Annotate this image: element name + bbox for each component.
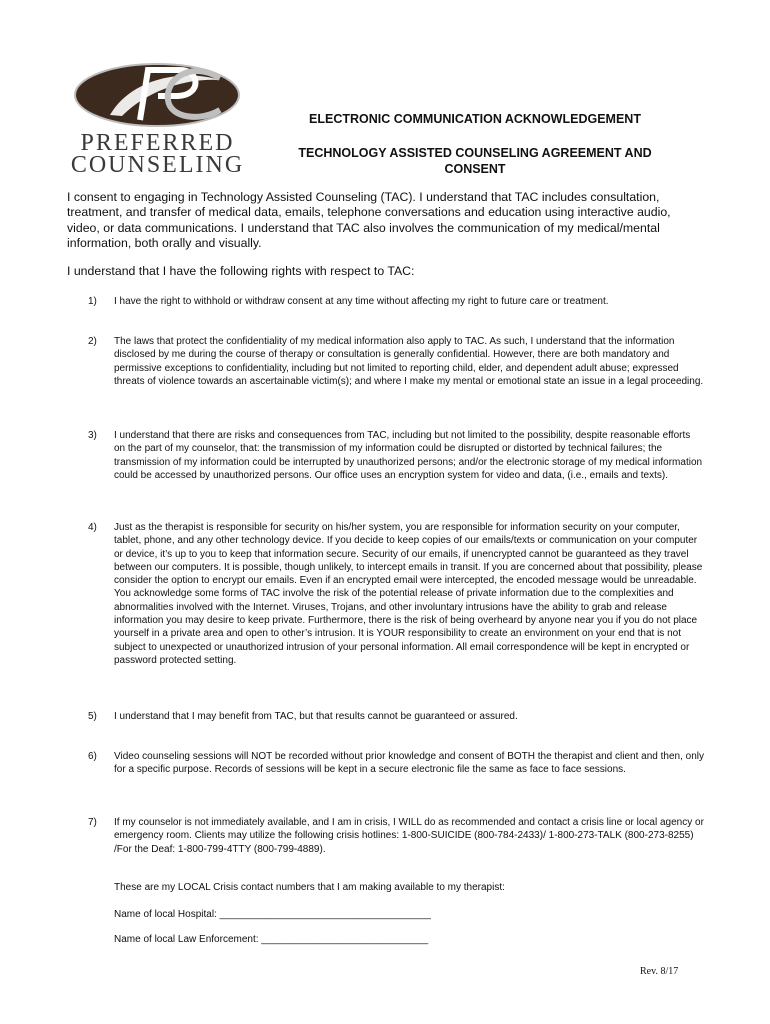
- item-number: 7): [88, 817, 97, 828]
- item-number: 3): [88, 430, 97, 441]
- local-law-enforcement-field[interactable]: Name of local Law Enforcement: ______________________________: [114, 934, 429, 945]
- item-number: 4): [88, 522, 97, 533]
- item-number: 6): [88, 751, 97, 762]
- item-text: If my counselor is not immediately available, and I am in crisis, I WILL do as recommended and contact a crisis line or local agency or emergency room. Clients may utilize the following crisis hotlines: 1-800-SUICIDE (800-784-2433)/ 1-800-273-TALK (800-273-8255) /For the Deaf: 1-800-799-4TTY (800-799-4889).: [114, 817, 704, 855]
- local-hospital-field[interactable]: Name of local Hospital: ______________________________________: [114, 909, 431, 920]
- revision-label: Rev. 8/17: [640, 966, 679, 977]
- item-number: 5): [88, 711, 97, 722]
- logo-mark-icon: [70, 60, 245, 130]
- item-text: Just as the therapist is responsible for security on his/her system, you are responsible for information security on your computer, tablet, phone, and any other technology device. If you decide to keep copies of our emails/texts or communication on your computer or device, it’s up to you to keep that information secure. Security of our emails, if unencrypted cannot be guaranteed as they travel between our computers. It is possible, though unlikely, to intercept emails in transit. If you are concerned about that possibility, please consider the option to encrypt our emails. Even if an encrypted email were intercepted, the encoded message would be unreadable. You acknowledge some forms of TAC involve the risk of the potential release of private information due to the complexities and abnormalities involved with the Internet. Viruses, Trojans, and other involuntary intrusions have the ability to grab and release information you may desire to keep private. Furthermore, there is the risk of being overheard by anyone near you if you do not place yourself in a private area and open to other’s intrusion. It is YOUR responsibility to create an environment on your end that is not subject to unexpected or unauthorized intrusion of your personal information. All email correspondence will be kept in encrypted or password protected setting.: [114, 522, 703, 666]
- document-title: ELECTRONIC COMMUNICATION ACKNOWLEDGEMENT: [309, 112, 641, 126]
- item-number: 1): [88, 296, 97, 307]
- item-text: Video counseling sessions will NOT be recorded without prior knowledge and consent of BOTH the therapist and client and then, only for a specific purpose. Records of sessions will be kept in a secure electronic file the same as face to face sessions.: [114, 751, 704, 776]
- item-text: I have the right to withhold or withdraw consent at any time without affecting my right to future care or treatment.: [114, 296, 609, 307]
- item-text: I understand that I may benefit from TAC, but that results cannot be guaranteed or assured.: [114, 711, 518, 722]
- logo: [70, 60, 245, 178]
- document-subtitle: TECHNOLOGY ASSISTED COUNSELING AGREEMENT AND CONSENT: [298, 146, 652, 176]
- item-text: I understand that there are risks and consequences from TAC, including but not limited to the possibility, despite reasonable efforts on the part of my counselor, that: the transmission of my information could be disrupted or distorted by technical failures; the transmission of my information could be interrupted by unauthorized persons; and/or the electronic storage of my medical information could be accessed by unauthorized persons. Our office uses an encryption system for video and data, (i.e., emails and texts).: [114, 430, 703, 481]
- item-number: 2): [88, 336, 97, 347]
- item-text: The laws that protect the confidentiality of my medical information also apply to TAC. As such, I understand that the information disclosed by me during the course of therapy or consultation is generally confidential. However, there are both mandatory and permissive exceptions to confidentiality, including but not limited to reporting child, elder, and dependent adult abuse; expressed threats of violence towards an ascertainable victim(s); and where I make my mental or emotional state an issue in a legal proceeding.: [114, 336, 704, 387]
- rights-intro: I understand that I have the following rights with respect to TAC:: [67, 264, 415, 278]
- logo-text-counseling: COUNSELING: [70, 152, 245, 178]
- consent-paragraph: I consent to engaging in Technology Assisted Counseling (TAC). I understand that TAC includes consultation, treatment, and transfer of medical data, emails, telephone conversations and education using interactive audio, video, or data communications. I understand that TAC also involves the communication of my medical/mental information, both orally and visually.: [67, 190, 671, 251]
- logo-text-preferred: PREFERRED: [80, 130, 235, 156]
- local-contacts-intro: These are my LOCAL Crisis contact numbers that I am making available to my therapist:: [114, 882, 505, 893]
